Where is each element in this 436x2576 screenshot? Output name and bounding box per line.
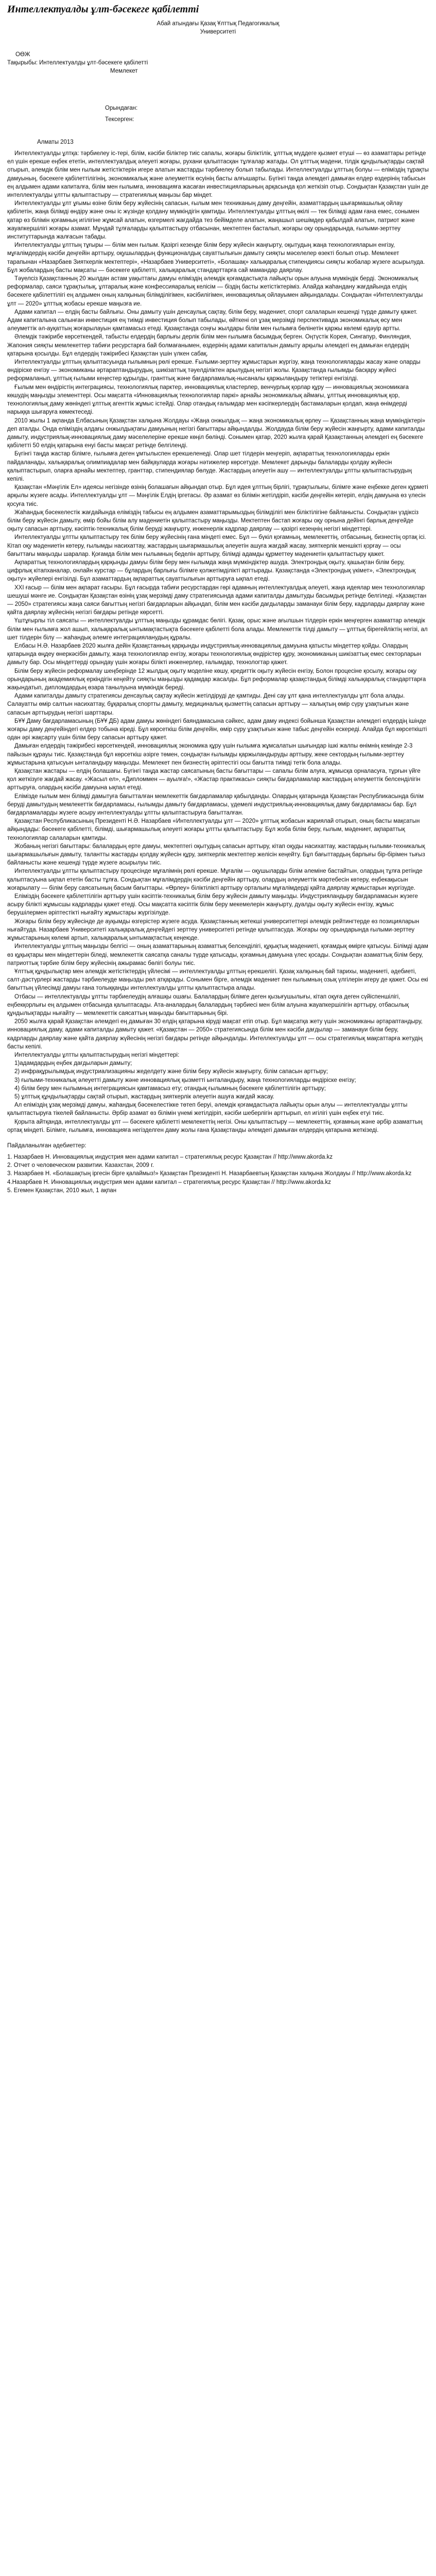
paragraph: Тәуелсіз Қазақстанның 20 жылдан астам уақыттағы дамуы еліміздің әлемдік қоғамдастықта лайықты орын алуына мүмкіндік берді. Экономикалық реформалар, саяси тұрақтылық, ұлтаралық және конфессияаралық келісім — біздің басты жетістіктеріміз. Алайда жаһандану жағдайында елдің бәсекеге қабілеттілігі ең алдымен оның халқының білімділігімен, кәсібилігімен, инновациялық ойлауымен айқындалады. Сондықтан «Интеллектуалды ұлт — 2020» ұлттық жобасы ерекше маңызға ие. [7, 276, 423, 307]
work-topic-continuation: Мемлекет [110, 68, 138, 74]
list-item: 5) ұлттық құндылықтарды сақтай отырып, жастардың зияткерлік әлеуетін ашуға жағдай жасау. [14, 1093, 274, 1100]
paragraph: Дамыған елдердің тәжірибесі көрсеткендей, инновациялық экономика құру үшін ғылымға жұмсалатын шығындар ішкі жалпы өнімнің кемінде 2-3 пайызын құрауы тиіс. Қазақстанда бұл көрсеткіш әзірге төмен, сондықтан ғылымды қаржыландыруды арттыру, жеке сектордың ғылыми-зерттеу жұмыстарына қатысуын ынталандыру маңызды. Мемлекет пен бизнестің әріптестігі осы бағытта тиімді тетік бола алады. [7, 743, 413, 766]
closing-paragraph: Қорыта айтқанда, интеллектуалды ұлт — бәсекеге қабілетті мемлекеттің негізі. Оны қалыптастыру — мемлекеттің, қоғамның және әрбір азаматтың ортақ міндеті. Білімге, ғылымға, инновацияға негізделген даму жолы ғана Қазақстанды әлемдегі дамыған елдердің қатарына жеткізеді. [7, 1118, 423, 1133]
paragraph: Адами капитал — елдің басты байлығы. Оны дамыту үшін денсаулық сақтау, білім беру, мәдениет, спорт салаларын кешенді түрде дамыту қажет. Адам капиталына салынған инвестиция ең тиімді инвестиция болып табылады, өйткені ол ұзақ мерзімді перспективада экономикалық өсу мен әлеуметтік әл-ауқаттың жоғарылауын қамтамасыз етеді. Қазақстанда соңғы жылдары білім мен ғылымға бөлінетін қаржы көлемі едәуір артты. [7, 309, 417, 332]
paragraph: Отбасы — интеллектуалды ұлтты тәрбиелеудің алғашқы ошағы. Балалардың білімге деген қызығушылығы, кітап оқуға деген сүйіспеншілігі, еңбекқорлығы ең алдымен отбасында қалыптасады. Ата-аналардың балалардың тәрбиесі мен білім алуына жауапкершілігін арттыру, отбасылық құндылықтарды нығайту — мемлекеттік саясаттың маңызды бағыттарының бірі. [7, 993, 409, 1016]
paragraph: Үштұғырлы тіл саясаты — интеллектуалды ұлттың маңызды құрамдас бөлігі. Қазақ, орыс және ағылшын тілдерін еркін меңгерген азаматтар әлемдік білім мен ғылымға жол ашып, халықаралық ынтымақтастықта бәсекеге қабілетті бола алады. Мемлекеттік тілді дамыту — ұлттық бірегейліктің негізі, ал шет тілдерін білу — жаһандық әлемге интеграцияланудың құралы. [7, 618, 428, 641]
performer-label: Орындаған: [105, 105, 138, 111]
paragraph: Интеллектуалды ұлттың маңызды белгісі — оның азаматтарының азаматтық белсенділігі, құқықтық мәдениеті, қоғамдық өмірге қатысуы. Білімді адам өз құқықтары мен міндеттерін біледі, мемлекеттік саясатқа саналы түрде қатысады, қоғамның дамуына үлес қосады. Сондықтан азаматтық білім беру, патриоттық тәрбие білім беру жүйесінің ажырамас бөлігі болуы тиіс. [7, 943, 428, 967]
paragraph: 2050 жылға қарай Қазақстан әлемдегі ең дамыған 30 елдің қатарына кіруді мақсат етіп отыр. Бұл мақсатқа жету үшін экономиканы әртараптандыру, инновациялық даму, адами капиталды дамыту қажет. «Қазақстан — 2050» стратегиясында білім мен кәсіби дағдылар — заманауи білім беру, кадрларды даярлау және қайта даярлау жүйесінің негізгі бағдары ретінде айқындалды. Интеллектуалды ұлт — осы стратегиялық мақсаттарға жетудің басты кепілі. [7, 1019, 423, 1050]
paragraph: Интеллектуалды ұлтқа: тәрбиелеу іс-тері, білім, кәсіби біліктер тиіс сапалы, жоғары біліктілік, ұлттық мүддеге қызмет етуші — өз азаматтары ретінде ел үшін ерекше еңбек ететін, интеллектуалдық әлеуеті жоғары, рухани қалыптасқан тұлғалар жатады. Ол ұлттық мәдени, тілдік құндылықтарды сақтай отырып, әлемдік білім мен ғылым жетістіктерін игере алатын жастарды тәрбиелеу болып табылады. Интеллектуалды ұлттың болуы — еліміздің тұрақты дамуының, бәсекеге қабілеттілігінің, экономикалық және әлеуметтік өсуінің басты алғышарты. Бүгінгі таңда әлемдегі дамыған елдер өздерінің табысын ең алдымен адами капиталға, білім мен ғылымға, инновацияға жасаған инвестицияларының арқасында қол жеткізіп отыр. Сондықтан Қазақстан үшін де интеллектуалды ұлтты қалыптастыру — стратегиялық маңызы бар міндет. [7, 150, 429, 199]
document-title: Интеллектуалды ұлт-бәсекеге қабілетті [7, 4, 199, 15]
paragraph: Қазақстан Республикасының Президенті Н.Ә. Назарбаев «Интеллектуалды ұлт — 2020» ұлттық жобасын жариялай отырып, оның басты мақсатын айқындады: бәсекеге қабілетті, білімді, шығармашылық әлеуеті жоғары ұлтты қалыптастыру. Бұл жоба білім беру, ғылым, мәдениет, ақпараттық технологиялар салаларын қамтиды. [7, 818, 420, 841]
paragraph: Еліміздің бәсекеге қабілеттілігін арттыру үшін кәсіптік-техникалық білім беру жүйесін дамыту маңызды. Индустрияландыру бағдарламасын жүзеге асыру білікті жұмысшы кадрларды қажет етеді. Осы мақсатта кәсіптік білім беру мекемелерін жаңғырту, дуалды оқыту жүйесін енгізу, жұмыс берушілермен әріптестікті нығайту жұмыстары жүргізілуде. [7, 893, 418, 917]
reference-item: 1. Назарбаев Н. Инновациялық индустрия мен адами капитал – стратегиялық ресурс Қазақстан // http://www.akorda.kz [7, 1154, 333, 1160]
university-name-line2: Университеті [200, 29, 236, 35]
city-year: Алматы 2013 [37, 139, 74, 145]
paragraph: Интеллектуалды ұлтты қалыптастыру процесінде мұғалімнің рөлі ерекше. Мұғалім — оқушыларды білім әлеміне бастайтын, олардың тұлға ретінде қалыптасуына ықпал ететін басты тұлға. Сондықтан мұғалімдердің кәсіби деңгейін арттыру, олардың әлеуметтік мәртебесін көтеру, еңбекақысын жоғарылату — білім беру саясатының басым бағыттары. «Өрлеу» біліктілікті арттыру орталығы мұғалімдерді қайта даярлау жұмыстарын жүргізуде. [7, 868, 423, 891]
checker-label: Тексерген: [105, 116, 134, 123]
paragraph: Бүгінгі таңда жастар білімге, ғылымға деген ұмтылыспен ерекшеленеді. Олар шет тілдерін меңгеріп, ақпараттық технологияларды еркін пайдаланады, халықаралық олимпиадалар мен байқауларда жоғары нәтижелер көрсетуде. Мемлекет дарынды балаларды қолдау жүйесін қалыптастырып, оларға арнайы мектептер, гранттар, стипендиялар бөлуде. Жастардың әлеуетін ашу — интеллектуалды ұлтты қалыптастырудың кепілі. [7, 451, 412, 482]
list-item: 2) инфрақұрылымдық индустриализацияны жеделдету және білім беру жүйесін жаңғырту, білім сапасын арттыру; [14, 1069, 328, 1075]
paragraph: Ұлттық құндылықтар мен әлемдік жетістіктердің үйлесімі — интеллектуалды ұлттың ерекшелігі. Қазақ халқының бай тарихы, мәдениеті, әдебиеті, салт-дәстүрлері жастарды тәрбиелеуде маңызды рөл атқарады. Сонымен бірге, әлемдік мәдениет пен ғылымның озық үлгілерін игеру де қажет. Осы екі бағыттың үйлесімді дамуы ғана толыққанды интеллектуалды ұлтты қалыптастыра алады. [7, 968, 428, 992]
paragraph: Қазақстан жастары — елдің болашағы. Бүгінгі таңда жастар саясатының басты бағыттары — сапалы білім алуға, жұмысқа орналасуға, тұрғын үйге қол жеткізуге жағдай жасау. «Жасыл ел», «Дипломмен — ауылға!», «Жастар практикасы» сияқты бағдарламалар жастардың әлеуметтік белсенділігін арттыруға, олардың кәсіби дамуына ықпал етеді. [7, 768, 421, 791]
paragraph: Интеллектуалды ұлт ұғымы өзіне білім беру жүйесінің сапасын, ғылым мен техниканың даму деңгейін, азаматтардың шығармашылық ойлау қабілетін, жаңа білімді өндіру және оны іс жүзінде қолдану мүмкіндігін қамтиды. Интеллектуалды ұлттың өкілі — тек білімді адам ғана емес, сонымен қатар өз білімін қоғамның игілігіне жұмсай алатын, өзгермелі жағдайда тез бейімделе алатын, жаңашыл шешімдер қабылдай алатын, патриот және жауапкершілігі жоғары азамат. Мұндай тұлғаларды қалыптастыру отбасынан, мектептен басталып, жоғары оқу орындарында, ғылыми-зерттеу институттарында жалғасын табады. [7, 200, 420, 241]
work-type: ОӨЖ [15, 52, 30, 58]
paragraph: Әлемдік тәжірибе көрсеткендей, табысты елдердің барлығы дерлік білім мен ғылымға басымдық берген. Оңтүстік Корея, Сингапур, Финляндия, Жапония сияқты мемлекеттер табиғи ресурстарға бай болмағанымен, өздерінің адами капиталын дамыту арқылы әлемдегі ең дамыған елдердің қатарына қосылды. Бұл елдердің тәжірибесі Қазақстан үшін үлкен сабақ. [7, 334, 411, 357]
list-item: 1)адамдардың еңбек дағдыларын дамыту; [14, 1060, 132, 1067]
paragraph: Елімізде ғылым мен білімді дамытуға бағытталған мемлекеттік бағдарламалар қабылданды. Олардың қатарында Қазақстан Республикасында білім беруді дамытудың мемлекеттік бағдарламасы, ғылымды дамыту бағдарламасы, үдемелі индустриялық-инновациялық даму бағдарламасы бар. Бұл бағдарламаларды жүзеге асыру интеллектуалды ұлтты қалыптастыруға бағытталған. [7, 793, 424, 817]
paragraph: Білім беру жүйесін реформалау шеңберінде 12 жылдық оқыту моделіне көшу, кредиттік оқыту жүйесін енгізу, Болон процесіне қосылу, жоғары оқу орындарының академиялық еркіндігін кеңейту сияқты маңызды қадамдар жасалды. Бұл реформалар қазақстандық білімді халықаралық стандарттарға жақындатып, дипломдардың өзара танылуына мүмкіндік береді. [7, 668, 426, 691]
body-text [7, 149, 429, 1134]
paragraph: Елбасы Н.Ә. Назарбаев 2020 жылға дейін Қазақстанның қарқынды индустриялық-инновациялық дамуына қатысты міндеттер қойды. Олардың қатарында өңдеу өнеркәсібін дамыту, жаңа технологиялар енгізу, жоғары технологиялық өндірістер құру, экономиканың шикізаттық емес секторларын дамыту бар. Осы міндеттерді орындау үшін жоғары білікті инженерлер, ғалымдар, технологтар қажет. [7, 642, 422, 666]
paragraph: Ақпараттық технологиялардың қарқынды дамуы білім беру мен ғылымда жаңа мүмкіндіктер ашуда. Электрондық оқыту, қашықтан білім беру, цифрлық кітапханалар, онлайн курстар — бұлардың барлығы білімге қолжетімділікті арттырады. Қазақстанда «Электрондық үкімет», «Электрондық оқыту» жүйелері енгізілді. Бұл азаматтардың ақпараттық сауаттылығын арттыруға ықпал етеді. [7, 559, 416, 583]
reference-item: 5. Егемен Қазақстан, 2010 жыл, 1 ақпан [7, 1187, 117, 1194]
university-name: Абай атындағы Қазақ Ұлттық Педагогикалық [156, 21, 280, 27]
paragraph: Жобаның негізгі бағыттары: балалардың ерте дамуы, мектептегі оқытудың сапасын арттыру, кітап оқуды насихаттау, жастардың ғылыми-техникалық шығармашылығын дамыту, талантты жастарды қолдау жүйесін құру, зияткерлік мектептер желісін кеңейту. Бұл бағыттардың барлығы бір-бірімен тығыз байланысты және кешенді түрде жүзеге асырылуы тиіс. [7, 843, 425, 867]
references-list [7, 1153, 429, 1195]
paragraph: Жаһандық бәсекелестік жағдайында еліміздің табысы ең алдымен азаматтарымыздың білімділігі мен біліктілігіне байланысты. Сондықтан үздіксіз білім беру жүйесін дамыту, өмір бойы білім алу мәдениетін қалыптастыру маңызды. Мектептен бастап жоғары оқу орнына дейінгі барлық деңгейде оқыту сапасын арттыру, кәсіптік-техникалық білім беруді жаңғырту, инженерлік кадрлар даярлау — қазіргі кезеңнің негізгі міндеттері. [7, 509, 419, 533]
reference-item: 2. Отчет о человеческом развитии. Казахстан, 2009 г. [7, 1162, 154, 1169]
paragraph: Интеллектуалды ұлттың тұғыры — білім мен ғылым. Қазіргі кезеңде білім беру жүйесін жаңғырту, оқытудың жаңа технологияларын енгізу, мұғалімдердің кәсіби деңгейін арттыру, оқушылардың функционалдық сауаттылығын дамыту сияқты мәселелер өзекті болып отыр. Мемлекет тарапынан «Назарбаев Зияткерлік мектептері», «Назарбаев Университеті», «Болашақ» халықаралық стипендиясы сияқты жобалар жүзеге асырылуда. Бұл жобалардың басты мақсаты — бәсекеге қабілетті, халықаралық стандарттарға сай мамандар даярлау. [7, 242, 425, 274]
list-item: 3) ғылыми-техникалық әлеуетті дамыту және инновациялық қызметті ынталандыру, жаңа технологияларды өндіріске енгізу; [14, 1077, 356, 1083]
paragraph: ХХІ ғасыр — білім мен ақпарат ғасыры. Бұл ғасырда табиғи ресурстардан гөрі адамның интеллектуалдық әлеуеті, жаңа идеялар мен технологиялар шешуші мәнге ие. Сондықтан Қазақстан өзінің ұзақ мерзімді даму стратегиясында адами капиталды дамытуды басымдық ретінде белгіледі. «Қазақстан — 2050» стратегиясы жаңа саяси бағыттың негізгі бағдарларын айқындап, білім мен кәсіби дағдыларды заманауи білім беру, кадрларды даярлау және қайта даярлау жүйесінің негізгі бағдары ретінде көрсетті. [7, 584, 427, 616]
paragraph: Интеллектуалды ұлтты қалыптастыру тек білім беру жүйесінің ғана міндеті емес. Бұл — бүкіл қоғамның, мемлекеттің, отбасының, бизнестің ортақ ісі. Кітап оқу мәдениетін көтеру, ғылымды насихаттау, жастардың шығармашылық әлеуетін ашуға жағдай жасау, зияткерлік меншікті қорғау — осы бағыттағы маңызды шаралар. Қоғамда білім мен ғылымның беделін арттыру, білімді адамды құрметтеу мәдениетін қалыптастыру қажет. [7, 534, 426, 557]
paragraph: Қазақстан «Мәңгілік Ел» идеясы негізінде өзінің болашағын айқындап отыр. Бұл идея ұлттың бірлігі, тұрақтылығы, білімге және еңбекке деген құрметі арқылы жүзеге асады. Интеллектуалды ұлт — Мәңгілік Елдің іргетасы. Әр азамат өз білімін жетілдіріп, кәсіби деңгейін көтеріп, елдің дамуына өз үлесін қосуға тиіс. [7, 484, 428, 507]
paragraph: Жоғары білім беру жүйесінде де ауқымды өзгерістер жүзеге асуда. Қазақстанның жетекші университеттері әлемдік рейтингтерде өз позицияларын нығайтуда. Назарбаев Университеті халықаралық деңгейдегі зерттеу университеті ретінде қалыптасуда. Жоғары оқу орындарында ғылыми-зерттеу жұмыстарының көлемі артып, халықаралық ынтымақтастық кеңеюде. [7, 918, 420, 942]
paragraph: Интеллектуалды ұлттың қалыптасуында ғылымның рөлі ерекше. Ғылыми-зерттеу жұмыстарын жүргізу, жаңа технологияларды жасау және оларды өндіріске енгізу — экономиканы әртараптандырудың, шикізаттық тәуелділіктен арылудың негізгі жолы. Қазақстанда ғылымды басқару жүйесі реформаланып, ұлттық ғылыми кеңестер құрылды, гранттық және бағдарламалық-нысаналы қаржыландыру тетіктері енгізілді. [7, 359, 421, 382]
closing-paragraph: Ал еліміздің ұзақ мерзімді дамуы, жаһандық бәсекелестікке төтеп беруі, әлемдік қоғамдастықта лайықты орын алуы — интеллектуалды ұлтты қалыптастыруға тікелей байланысты. Әрбір азамат өз білімін үнемі жетілдіріп, кәсіби шеберлігін арттырып, ел игілігі үшін еңбек етуі тиіс. [7, 1102, 408, 1117]
paragraph: Адами капиталды дамыту стратегиясы денсаулық сақтау жүйесін жетілдіруді де қамтиды. Дені сау ұлт қана интеллектуалды ұлт бола алады. Салауатты өмір салтын насихаттау, бұқаралық спортты дамыту, медициналық қызметтің сапасын арттыру — халықтың өмір сүру ұзақтығын және сапасын арттырудың негізгі шарттары. [7, 693, 409, 716]
work-topic: Тақырыбы: Интеллектуалды ұлт-бәсекеге қабілетті [7, 60, 148, 66]
list-lead-in: Интеллектуалды ұлтты қалыптастырудың негізгі міндеттері: [14, 1052, 180, 1058]
references-heading: Пайдаланылған әдебиеттер: [7, 1142, 86, 1149]
paragraph: БҰҰ Даму бағдарламасының (БҰҰ ДБ) адам дамуы жөніндегі баяндамасына сәйкес, адам даму индексі бойынша Қазақстан әлемдегі елдердің ішінде жоғары даму деңгейіндегі елдер тобына кіреді. Бұл көрсеткіш білім деңгейін, өмір сүру ұзақтығын және табыс деңгейін ескереді. Алайда бұл көрсеткішті одан әрі жақсарту үшін білім беру сапасын арттыру қажет. [7, 718, 427, 741]
reference-item: 3. Назарбаев Н. «Болашақтың іргесін бірге қалаймыз!» Қазақстан Президенті Н. Назарбаевтың Қазақстан халқына Жолдауы // http://www.akorda.kz [7, 1171, 412, 1177]
reference-item: 4.Назарбаев Н. Инновациялық индустрия мен адами капитал – стратегиялық ресурс Қазақстан // http://www.akorda.kz [7, 1179, 331, 1185]
list-item: 4) білім беру мен ғылымның интеграциясын қамтамасыз ету; отандық ғылымның бәсекеге қабілеттілігін арттыру; [14, 1085, 326, 1092]
paragraph: Ғылым мен өндірістің интеграциясы, технологиялық парктер, инновациялық кластерлер, венчурлық қорлар құру — инновациялық экономикаға көшудің маңызды элементтері. Осы мақсатта «Инновациялық технологиялар паркі» арнайы экономикалық аймағы, ұлттық инновациялық қор, технологиялық даму жөніндегі ұлттық агенттік жұмыс істейді. Олар отандық ғалымдар мен кәсіпкерлердің бастамаларын қолдап, жаңа өнімдерді нарыққа шығаруға көмектеседі. [7, 384, 409, 416]
paragraph: 2010 жылы 1 ақпанда Елбасының Қазақстан халқына Жолдауы «Жаңа онжылдық — жаңа экономикалық өрлеу — Қазақстанның жаңа мүмкіндіктері» деп аталды. Онда еліміздің алдағы онжылдықтағы дамуының негізгі бағыттары айқындалды. Жолдауда білім беру жүйесін жаңғырту, адами капиталды дамыту, индустриялық-инновациялық даму мәселелеріне ерекше көңіл бөлінді. Сонымен қатар, 2020 жылға қарай Қазақстанның әлемдегі ең бәсекеге қабілетті 50 елдің қатарына енуі басты мақсат ретінде белгіленді. [7, 417, 425, 449]
